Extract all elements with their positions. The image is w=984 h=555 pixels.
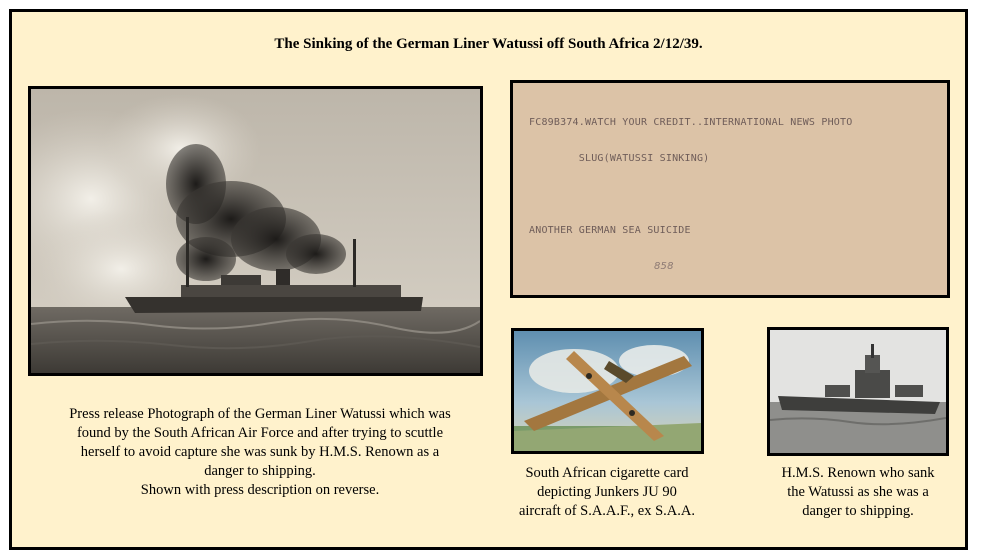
cigarette-card-caption bbox=[498, 464, 716, 521]
main-caption bbox=[40, 405, 480, 500]
press-header-line-1: FC89B374.WATCH YOUR CREDIT..INTERNATIONAL NEWS PHOTO bbox=[529, 117, 853, 128]
cigarette-caption-line: South African cigarette card bbox=[525, 465, 689, 481]
page-frame bbox=[9, 9, 968, 550]
watussi-burning-image bbox=[31, 89, 480, 373]
main-caption-line: Press release Photograph of the German Liner Watussi which was bbox=[69, 406, 451, 422]
renown-caption bbox=[760, 464, 956, 521]
hms-renown-image bbox=[770, 330, 946, 453]
renown-caption-line: H.M.S. Renown who sank bbox=[781, 465, 935, 481]
cigarette-caption-line: depicting Junkers JU 90 bbox=[537, 484, 677, 500]
press-header-line-2: SLUG(WATUSSI SINKING) bbox=[529, 153, 710, 164]
junkers-ju90-image bbox=[514, 331, 701, 451]
renown-caption-line: danger to shipping. bbox=[802, 503, 914, 519]
main-caption-line: Shown with press description on reverse. bbox=[140, 482, 380, 498]
hms-renown-photo bbox=[767, 327, 949, 456]
cigarette-card-photo bbox=[511, 328, 704, 454]
page-title: The Sinking of the German Liner Watussi off South Africa 2/12/39. bbox=[274, 36, 703, 52]
main-caption-line: herself to avoid capture she was sunk by H.M.S. Renown as a bbox=[80, 444, 440, 460]
press-handwritten: 858 bbox=[654, 261, 674, 272]
cigarette-caption-line: aircraft of S.A.A.F., ex S.A.A. bbox=[518, 503, 696, 519]
main-caption-line: found by the South African Air Force and after trying to scuttle bbox=[76, 425, 444, 441]
renown-caption-line: the Watussi as she was a bbox=[787, 484, 929, 500]
press-body-line bbox=[529, 296, 929, 298]
press-text-block bbox=[529, 93, 929, 298]
watussi-burning-photo bbox=[28, 86, 483, 376]
main-caption-line: danger to shipping. bbox=[204, 463, 316, 479]
press-heading: ANOTHER GERMAN SEA SUICIDE bbox=[529, 225, 691, 236]
press-description-reverse bbox=[510, 80, 950, 298]
